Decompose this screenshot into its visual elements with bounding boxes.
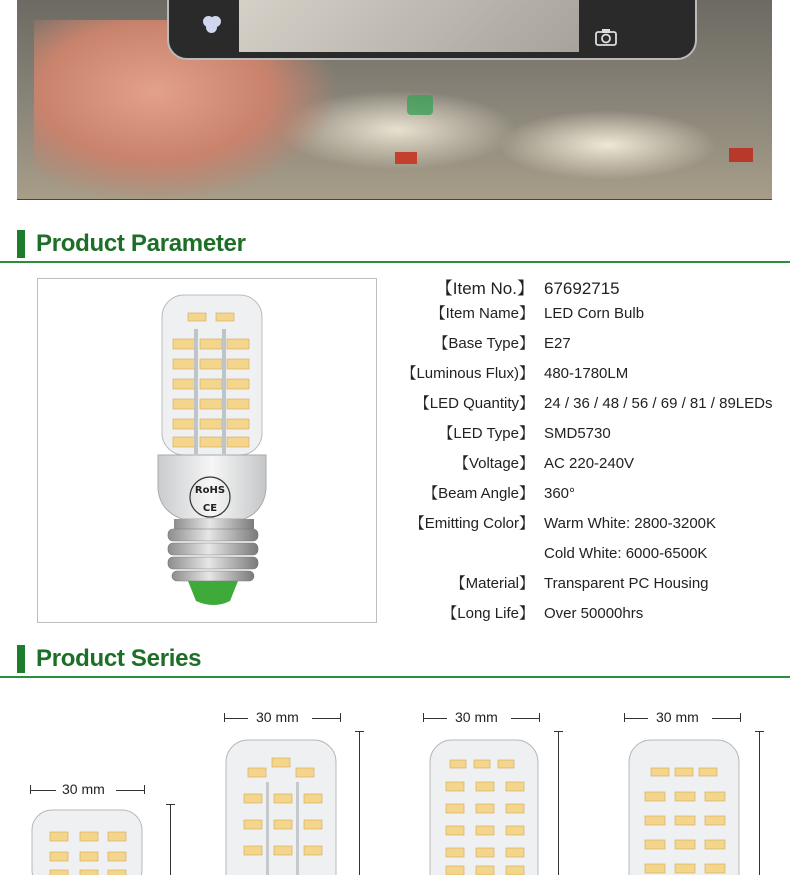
param-value: AC 220-240V (544, 455, 635, 472)
section-header-parameter (0, 228, 790, 264)
product-image (37, 278, 377, 623)
ce-badge: CE (202, 503, 218, 514)
width-dimension: 30 mm (656, 709, 699, 725)
param-label: 【Luminous Flux)】 (401, 365, 534, 382)
param-row (380, 303, 790, 325)
param-row (380, 573, 790, 595)
corn-bulb-medium (428, 738, 540, 875)
param-value: E27 (544, 335, 571, 352)
param-label: 【Item Name】 (430, 305, 534, 322)
section-title: Product Parameter (36, 230, 246, 257)
param-label: 【Long Life】 (442, 605, 534, 622)
width-dimension: 30 mm (455, 709, 498, 725)
param-row (380, 333, 790, 355)
param-value: 360° (544, 485, 576, 502)
param-value: SMD5730 (544, 425, 611, 442)
hero-photo (17, 0, 772, 200)
param-value: Cold White: 6000-6500K (544, 545, 708, 562)
filter-icon (203, 16, 221, 34)
param-row (380, 513, 790, 535)
param-row (380, 278, 790, 300)
corn-bulb-large (627, 738, 742, 875)
section-marker (17, 645, 25, 673)
section-header-series (0, 643, 790, 679)
param-value: Warm White: 2800-3200K (544, 515, 717, 532)
param-label: 【Voltage】 (453, 455, 534, 472)
background-object (729, 148, 753, 162)
param-value: Transparent PC Housing (544, 575, 709, 592)
param-label: 【Emitting Color】 (409, 515, 534, 532)
param-label: 【Base Type】 (433, 335, 534, 352)
param-value: 24 / 36 / 48 / 56 / 69 / 81 / 89LEDs (544, 395, 773, 412)
param-row (380, 543, 790, 565)
width-dimension: 30 mm (62, 781, 105, 797)
phone-screen (239, 0, 579, 52)
param-label: 【Beam Angle】 (423, 485, 534, 502)
section-marker (17, 230, 25, 258)
param-label: 【LED Quantity】 (414, 395, 534, 412)
param-label: 【Item No.】 (435, 279, 534, 298)
param-row (380, 393, 790, 415)
width-dimension: 30 mm (256, 709, 299, 725)
corn-bulb-illustration (38, 279, 378, 624)
section-divider (0, 261, 790, 263)
corn-bulb-small (30, 808, 145, 875)
param-label: 【LED Type】 (438, 425, 534, 442)
param-label: 【Material】 (450, 575, 534, 592)
corn-bulb-medium (224, 738, 339, 875)
param-value: Over 50000hrs (544, 605, 644, 622)
param-value: 67692715 (544, 279, 620, 298)
param-value: LED Corn Bulb (544, 305, 645, 322)
param-row (380, 363, 790, 385)
section-title: Product Series (36, 645, 202, 672)
param-row (380, 423, 790, 445)
section-divider (0, 676, 790, 678)
background-object (395, 152, 417, 164)
param-row (380, 453, 790, 475)
param-row (380, 603, 790, 625)
param-value: 480-1780LM (544, 365, 629, 382)
light-reflection (497, 110, 717, 180)
param-row (380, 483, 790, 505)
camera-icon (595, 28, 617, 46)
smartphone (167, 0, 697, 60)
background-object (407, 95, 433, 115)
rohs-badge: RoHS (194, 485, 226, 496)
